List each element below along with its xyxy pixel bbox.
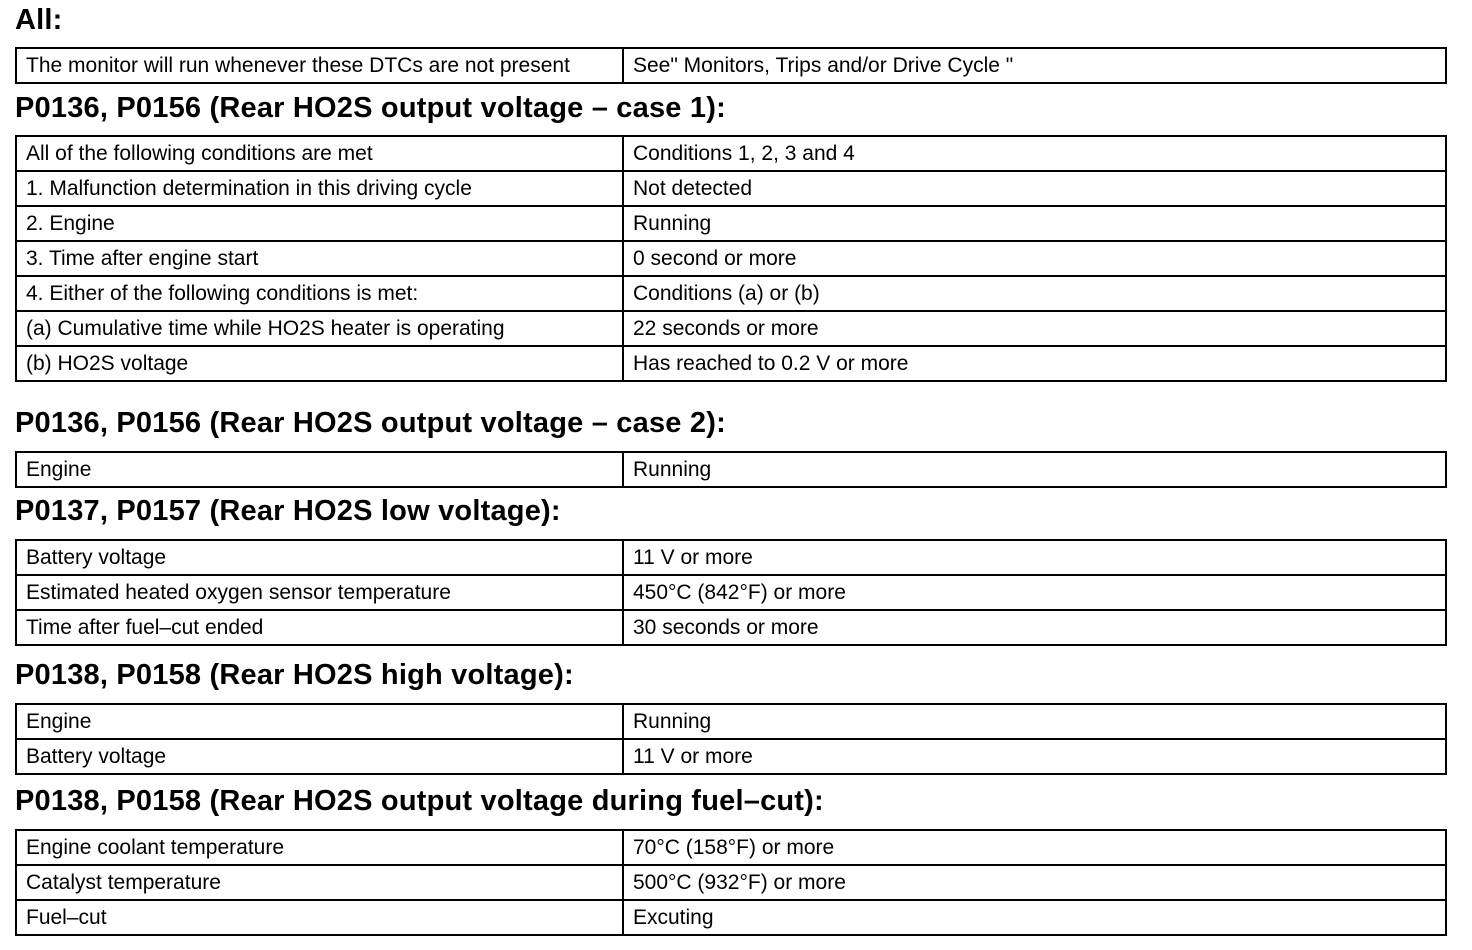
- condition-value: Conditions (a) or (b): [623, 276, 1446, 311]
- condition-label: 4. Either of the following conditions is met:: [16, 276, 623, 311]
- conditions-table-p0138-fuel-cut: [15, 829, 1447, 936]
- table-row: [16, 276, 1446, 311]
- condition-label: All of the following conditions are met: [16, 136, 623, 171]
- condition-label: 1. Malfunction determination in this driving cycle: [16, 171, 623, 206]
- table-row: [16, 830, 1446, 865]
- condition-value: Running: [623, 704, 1446, 739]
- condition-label: Fuel–cut: [16, 900, 623, 935]
- condition-value: 30 seconds or more: [623, 610, 1446, 645]
- condition-label: Engine coolant temperature: [16, 830, 623, 865]
- section-heading-p0138-fuel-cut: P0138, P0158 (Rear HO2S output voltage during fuel–cut):: [15, 785, 824, 817]
- table-row: [16, 704, 1446, 739]
- condition-value: 0 second or more: [623, 241, 1446, 276]
- condition-label: Engine: [16, 704, 623, 739]
- conditions-table-p0137-low-voltage: [15, 539, 1447, 646]
- condition-label: Engine: [16, 452, 623, 487]
- condition-label: 3. Time after engine start: [16, 241, 623, 276]
- condition-label: The monitor will run whenever these DTCs are not present: [16, 48, 623, 83]
- section-heading-p0137-low-voltage: P0137, P0157 (Rear HO2S low voltage):: [15, 495, 561, 527]
- condition-value: Excuting: [623, 900, 1446, 935]
- table-row: [16, 48, 1446, 83]
- conditions-table-p0138-high-voltage: [15, 703, 1447, 775]
- condition-value: Has reached to 0.2 V or more: [623, 346, 1446, 381]
- table-row: [16, 241, 1446, 276]
- condition-value: Running: [623, 206, 1446, 241]
- condition-label: (b) HO2S voltage: [16, 346, 623, 381]
- section-heading-p0136-case1: P0136, P0156 (Rear HO2S output voltage – case 1):: [15, 92, 726, 124]
- condition-label: Catalyst temperature: [16, 865, 623, 900]
- table-row: [16, 206, 1446, 241]
- condition-value: Not detected: [623, 171, 1446, 206]
- table-row: [16, 171, 1446, 206]
- section-heading-p0136-case2: P0136, P0156 (Rear HO2S output voltage – case 2):: [15, 407, 726, 439]
- condition-label: Battery voltage: [16, 739, 623, 774]
- condition-value: See" Monitors, Trips and/or Drive Cycle ": [623, 48, 1446, 83]
- condition-label: 2. Engine: [16, 206, 623, 241]
- conditions-table-p0136-case2: [15, 451, 1447, 488]
- table-row: [16, 575, 1446, 610]
- condition-value: 500°C (932°F) or more: [623, 865, 1446, 900]
- condition-label: Estimated heated oxygen sensor temperature: [16, 575, 623, 610]
- condition-label: Time after fuel–cut ended: [16, 610, 623, 645]
- table-row: [16, 452, 1446, 487]
- table-row: [16, 865, 1446, 900]
- condition-value: 22 seconds or more: [623, 311, 1446, 346]
- condition-label: (a) Cumulative time while HO2S heater is operating: [16, 311, 623, 346]
- table-row: [16, 610, 1446, 645]
- condition-value: Running: [623, 452, 1446, 487]
- conditions-table-p0136-case1: [15, 135, 1447, 382]
- table-row: [16, 346, 1446, 381]
- conditions-table-all: [15, 47, 1447, 84]
- table-row: [16, 739, 1446, 774]
- section-heading-p0138-high-voltage: P0138, P0158 (Rear HO2S high voltage):: [15, 659, 574, 691]
- condition-value: Conditions 1, 2, 3 and 4: [623, 136, 1446, 171]
- table-row: [16, 311, 1446, 346]
- condition-value: 11 V or more: [623, 540, 1446, 575]
- condition-value: 450°C (842°F) or more: [623, 575, 1446, 610]
- condition-value: 11 V or more: [623, 739, 1446, 774]
- condition-label: Battery voltage: [16, 540, 623, 575]
- table-row: [16, 136, 1446, 171]
- section-heading-all: All:: [15, 4, 63, 36]
- condition-value: 70°C (158°F) or more: [623, 830, 1446, 865]
- table-row: [16, 900, 1446, 935]
- table-row: [16, 540, 1446, 575]
